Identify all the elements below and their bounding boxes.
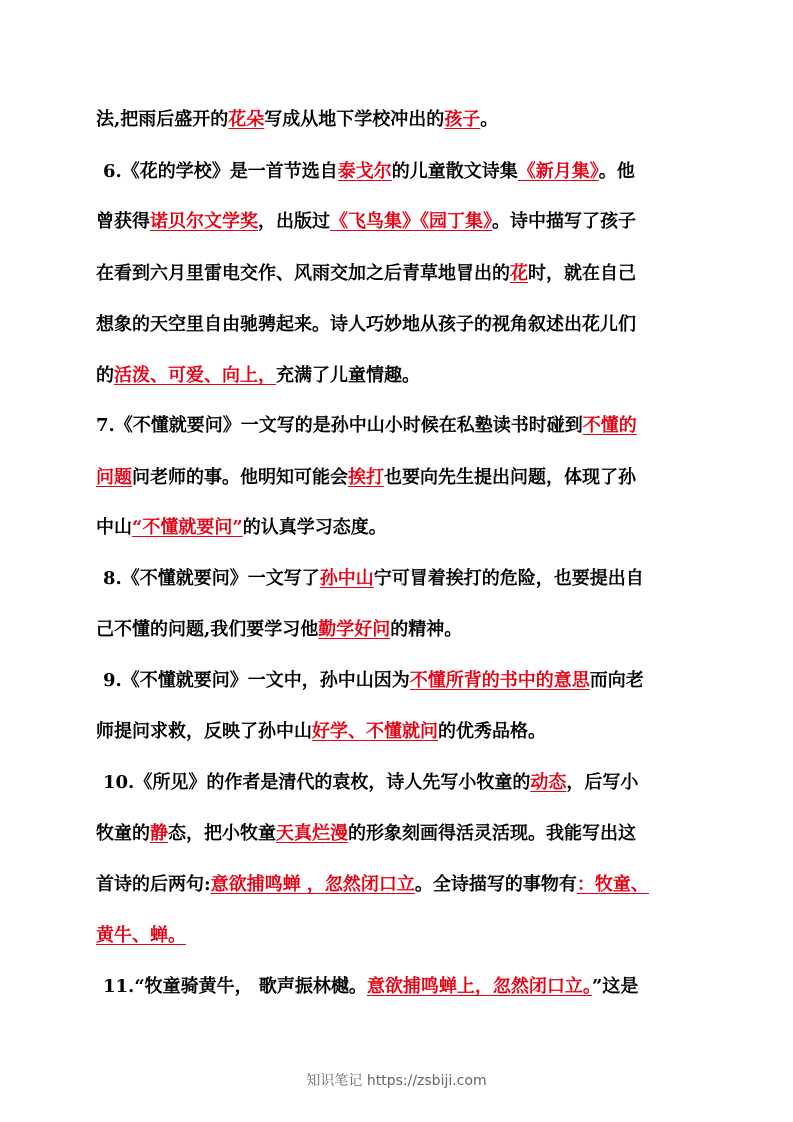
- text-segment: 8.《不懂就要问》一文写了: [103, 568, 320, 589]
- answer-highlight: 好学、不懂就问: [312, 721, 438, 742]
- text-segment: 的优秀品格。: [438, 721, 546, 742]
- text-segment: 法,把雨后盛开的: [96, 109, 229, 130]
- answer-highlight: 孙中山: [319, 568, 374, 589]
- text-segment: 写成从地下学校冲出的: [264, 109, 445, 130]
- text-segment: 9.《不懂就要问》一文中，孙中山因为: [103, 670, 410, 691]
- text-segment: 首诗的后两句:: [96, 874, 211, 895]
- text-line: [96, 822, 700, 846]
- text-line: [103, 975, 700, 999]
- answer-highlight: 勤学好问: [318, 619, 391, 640]
- text-segment: 的儿童散文诗集: [391, 161, 518, 182]
- text-segment: 曾获得: [96, 211, 150, 232]
- text-segment: 的: [96, 365, 114, 386]
- text-line: [96, 414, 700, 438]
- text-line: [96, 364, 700, 388]
- text-segment: ，出版过: [258, 211, 330, 232]
- answer-highlight: 不懂所背的书中的意思: [409, 670, 590, 691]
- text-segment: 。: [480, 109, 499, 130]
- answer-highlight: 《新月集》: [517, 161, 599, 182]
- text-segment: 6.《花的学校》是一首节选自: [103, 161, 338, 182]
- answer-highlight: 活泼、可爱、向上，: [114, 365, 276, 386]
- text-segment: ，后写小: [566, 772, 639, 793]
- answer-highlight: 意欲捕鸣蝉上，忽然闭口立。: [366, 976, 592, 997]
- text-line: [96, 618, 700, 642]
- answer-highlight: 天真烂漫: [276, 823, 348, 844]
- text-line: [96, 516, 700, 540]
- text-segment: 的精神。: [390, 619, 463, 640]
- answer-highlight: ：牧童、: [576, 874, 649, 895]
- text-segment: 中山: [96, 517, 132, 538]
- text-segment: 态，把小牧童: [168, 823, 276, 844]
- text-segment: ”这是: [591, 976, 639, 997]
- answer-highlight: 不懂的: [582, 415, 637, 436]
- answer-highlight: 意欲捕鸣蝉 ，忽然闭口立: [210, 874, 415, 895]
- text-line: [96, 262, 700, 286]
- text-segment: 11.“牧童骑黄牛， 歌声振林樾。: [103, 976, 367, 997]
- answer-highlight: 孩子: [444, 109, 481, 130]
- answer-highlight: 静: [150, 823, 168, 844]
- text-segment: 想象的天空里自由驰骋起来。诗人巧妙地从孩子的视角叙述出花儿们: [96, 314, 636, 335]
- text-segment: 问老师的事。他明知可能会: [132, 467, 348, 488]
- text-segment: 而向老: [589, 670, 644, 691]
- text-segment: 己不懂的问题,我们要学习他: [96, 619, 319, 640]
- text-line: [96, 313, 700, 337]
- text-line: [103, 567, 700, 591]
- answer-highlight: 动态: [530, 772, 567, 793]
- text-segment: 时，就在自己: [528, 263, 636, 284]
- answer-highlight: “不懂就要问”: [132, 517, 243, 538]
- text-segment: 牧童的: [96, 823, 150, 844]
- text-line: [96, 466, 700, 490]
- answer-highlight: 挨打: [348, 467, 384, 488]
- text-line: [103, 669, 700, 693]
- text-segment: 的形象刻画得活灵活现。我能写出这: [348, 823, 636, 844]
- text-segment: 。他: [598, 161, 635, 182]
- answer-highlight: 泰戈尔: [337, 161, 392, 182]
- text-line: [96, 720, 700, 744]
- answer-highlight: 《飞鸟集》《园丁集》: [330, 211, 492, 232]
- text-segment: 充满了儿童情趣。: [276, 365, 420, 386]
- text-segment: 宁可冒着挨打的危险，也要提出自: [373, 568, 644, 589]
- text-segment: 也要向先生提出问题，体现了孙: [384, 467, 636, 488]
- text-segment: 。诗中描写了孩子: [492, 211, 636, 232]
- text-segment: 7.《不懂就要问》一文写的是孙中山小时候在私塾读书时碰到: [96, 415, 583, 436]
- answer-highlight: 花朵: [228, 109, 265, 130]
- text-line: [103, 160, 700, 184]
- text-line: [103, 771, 700, 795]
- text-line: [96, 873, 700, 897]
- answer-highlight: 诺贝尔文学奖: [150, 211, 258, 232]
- text-segment: 的认真学习态度。: [242, 517, 387, 538]
- text-segment: 师提问求救，反映了孙中山: [96, 721, 312, 742]
- text-line: [96, 924, 700, 948]
- answer-highlight: 黄牛、蝉。: [96, 925, 186, 946]
- text-line: [96, 210, 700, 234]
- text-line: [96, 108, 700, 132]
- text-segment: 。全诗描写的事物有: [414, 874, 577, 895]
- answer-highlight: 问题: [96, 467, 132, 488]
- text-segment: 在看到六月里雷电交作、风雨交加之后青草地冒出的: [96, 263, 510, 284]
- answer-highlight: 花: [510, 263, 528, 284]
- footer-watermark: 知识笔记 https://zsbiji.com: [306, 1073, 487, 1089]
- text-segment: 10.《所见》的作者是清代的袁枚，诗人先写小牧童的: [103, 772, 531, 793]
